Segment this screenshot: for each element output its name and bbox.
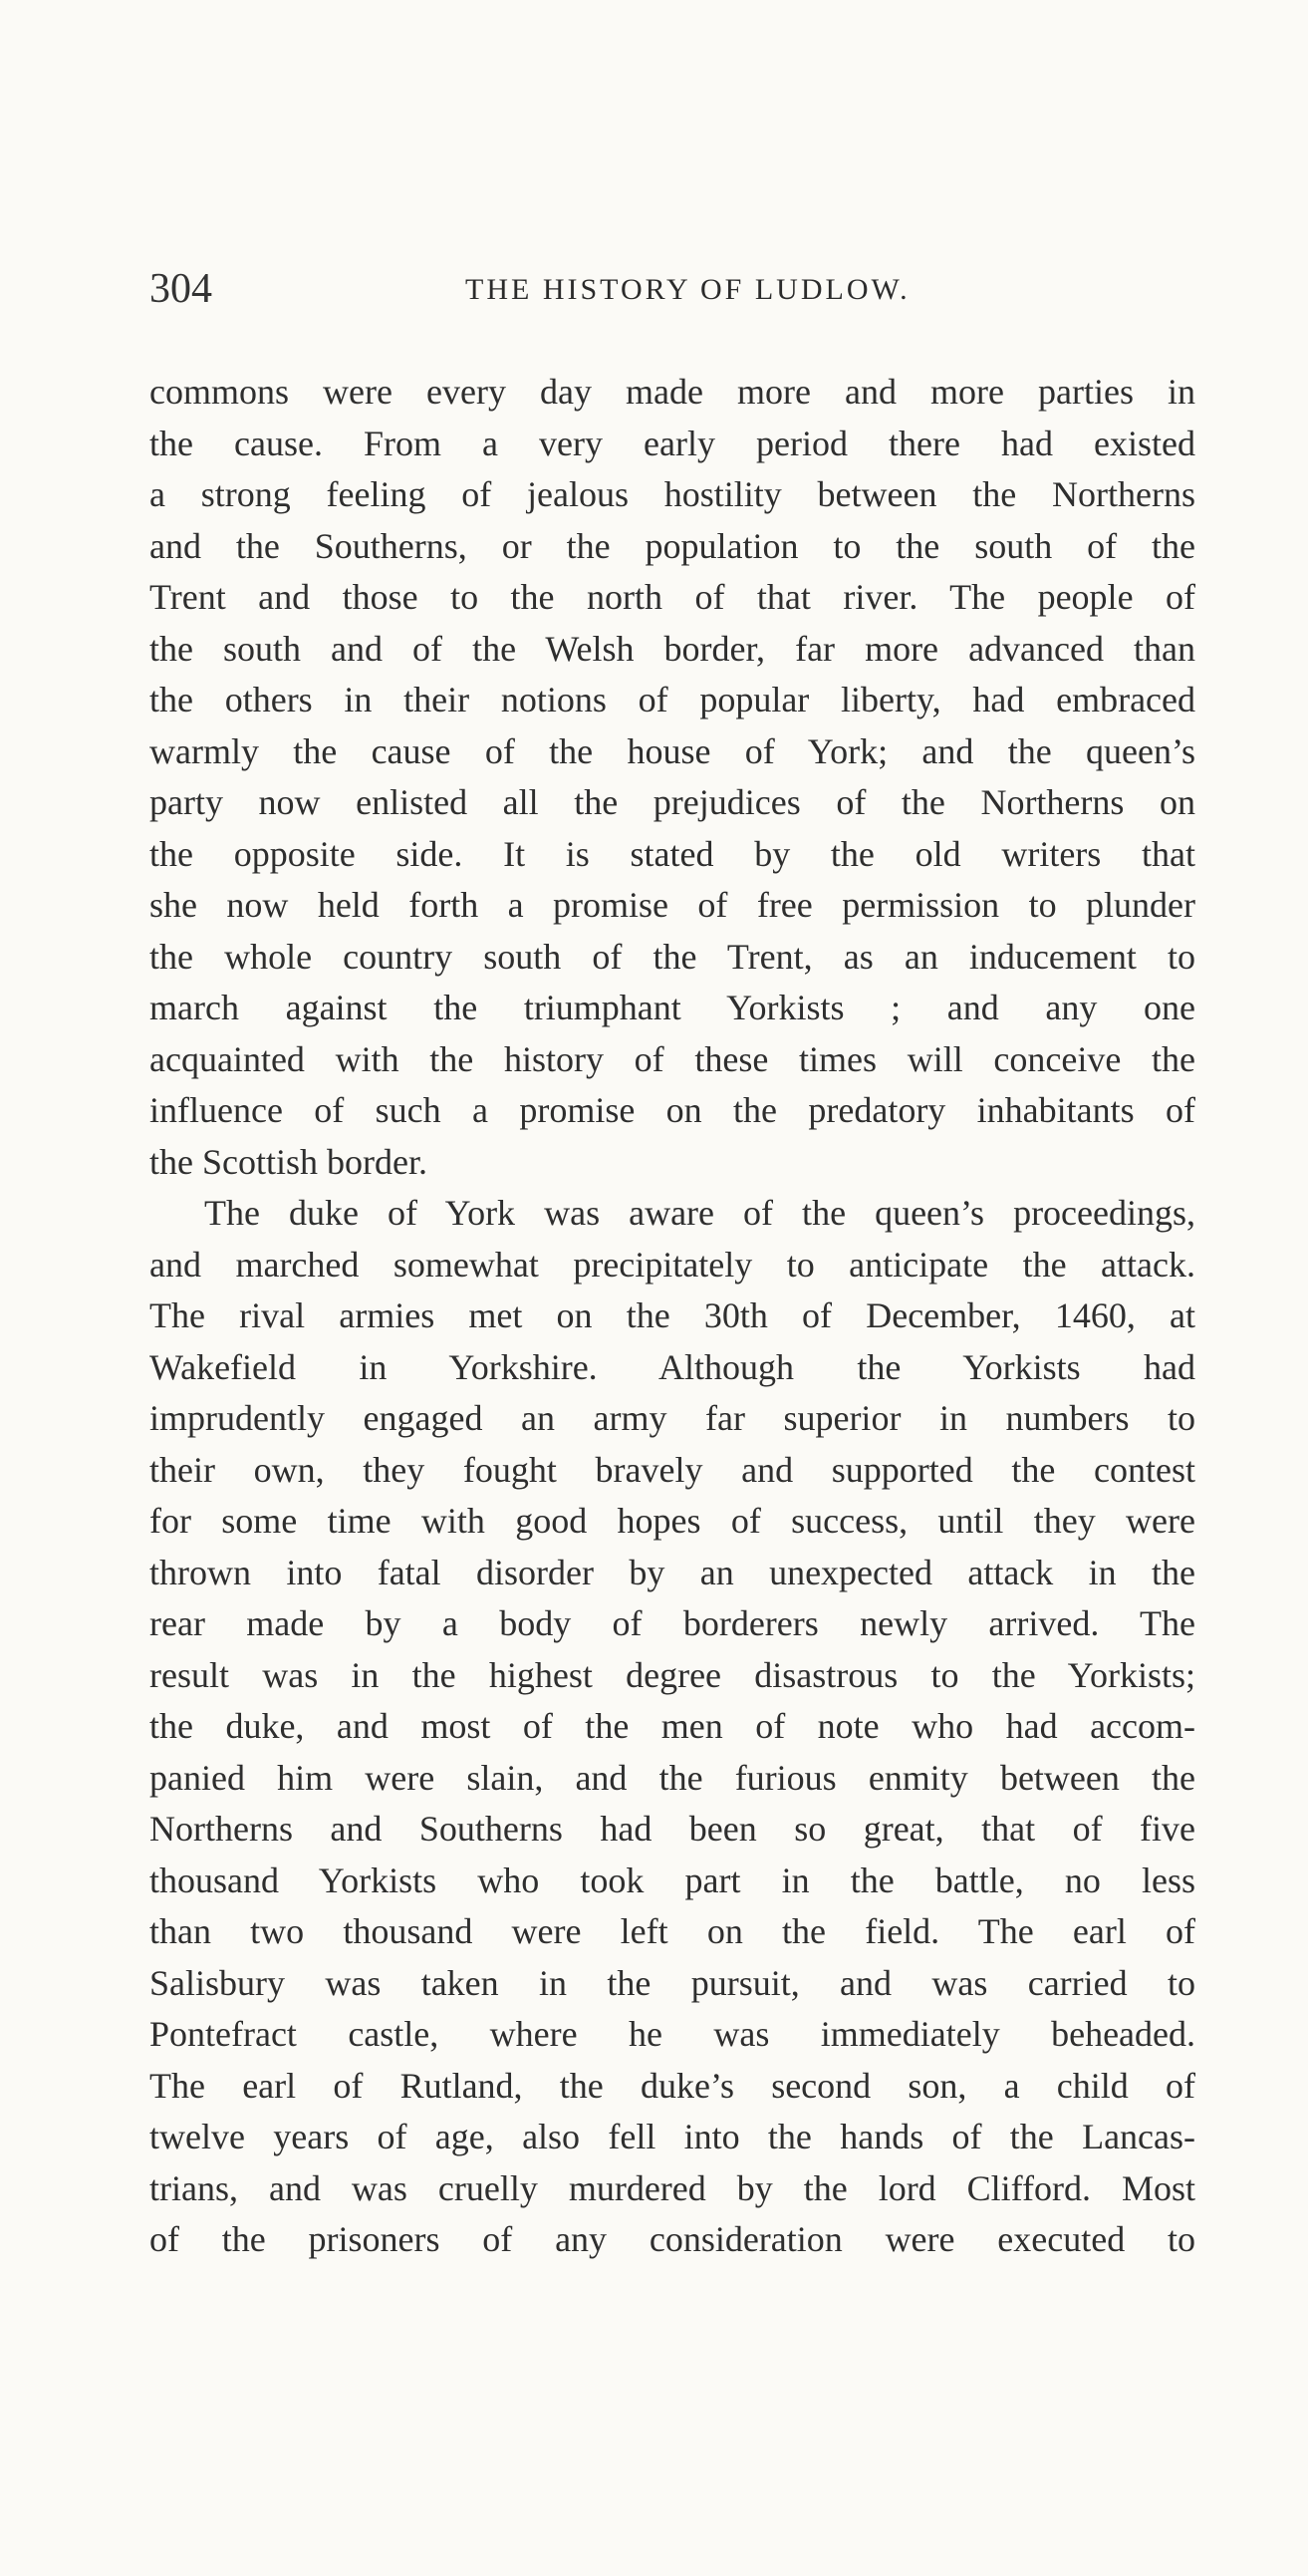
text-line: Trent and those to the north of that river. The people of bbox=[149, 577, 1195, 617]
text-line: The rival armies met on the 30th of December, 1460, at bbox=[149, 1295, 1195, 1335]
text-line: the duke, and most of the men of note who had accom- bbox=[149, 1706, 1195, 1746]
text-line: thrown into fatal disorder by an unexpected attack in the bbox=[149, 1552, 1195, 1592]
text-line: rear made by a body of borderers newly arrived. The bbox=[149, 1603, 1195, 1643]
text-line: their own, they fought bravely and supported the contest bbox=[149, 1449, 1195, 1490]
page-number: 304 bbox=[149, 266, 212, 312]
text-line: the others in their notions of popular liberty, had embraced bbox=[149, 680, 1195, 719]
text-line: Pontefract castle, where he was immediately beheaded. bbox=[149, 2014, 1195, 2054]
page-header bbox=[0, 264, 1308, 314]
text-line: and marched somewhat precipitately to anticipate the attack. bbox=[149, 1244, 1195, 1285]
text-line: the south and of the Welsh border, far more advanced than bbox=[149, 628, 1195, 669]
text-line: the opposite side. It is stated by the old writers that bbox=[149, 833, 1195, 874]
text-line: panied him were slain, and the furious enmity between the bbox=[149, 1757, 1195, 1798]
text-line: than two thousand were left on the field. The earl of bbox=[149, 1911, 1195, 1951]
text-line: for some time with good hopes of success, until they were bbox=[149, 1501, 1195, 1541]
text-line: acquainted with the history of these times will conceive the bbox=[149, 1038, 1195, 1079]
text-line: commons were every day made more and more parties in bbox=[149, 372, 1195, 412]
text-line: twelve years of age, also fell into the hands of the Lancas- bbox=[149, 2117, 1195, 2156]
text-line: a strong feeling of jealous hostility between the Northerns bbox=[149, 474, 1195, 514]
text-line: Wakefield in Yorkshire. Although the Yorkists had bbox=[149, 1346, 1195, 1387]
text-line: Salisbury was taken in the pursuit, and was carried to bbox=[149, 1962, 1195, 2003]
text-line: march against the triumphant Yorkists ; and any one bbox=[149, 988, 1195, 1027]
text-line: thousand Yorkists who took part in the battle, no less bbox=[149, 1860, 1195, 1900]
text-line: result was in the highest degree disastrous to the Yorkists; bbox=[149, 1654, 1195, 1695]
text-line: The earl of Rutland, the duke’s second son, a child of bbox=[149, 2065, 1195, 2106]
text-line: of the prisoners of any consideration were executed to bbox=[149, 2219, 1195, 2259]
text-line: influence of such a promise on the predatory inhabitants of bbox=[149, 1090, 1195, 1130]
text-line: imprudently engaged an army far superior in numbers to bbox=[149, 1398, 1195, 1438]
text-line: the whole country south of the Trent, as an inducement to bbox=[149, 936, 1195, 977]
text-line: the Scottish border. bbox=[149, 1141, 427, 1182]
body-text bbox=[149, 367, 1195, 2266]
text-line: party now enlisted all the prejudices of the Northerns on bbox=[149, 782, 1195, 822]
text-line: warmly the cause of the house of York; and the queen’s bbox=[149, 730, 1195, 771]
text-line: she now held forth a promise of free permission to plunder bbox=[149, 885, 1195, 925]
running-title: THE HISTORY OF LUDLOW. bbox=[465, 273, 911, 306]
text-line: the cause. From a very early period there had existed bbox=[149, 423, 1195, 463]
text-line: and the Southerns, or the population to the south of the bbox=[149, 525, 1195, 566]
text-line: The duke of York was aware of the queen’s proceedings, bbox=[204, 1193, 1195, 1233]
text-line: trians, and was cruelly murdered by the lord Clifford. Most bbox=[149, 2167, 1195, 2208]
text-line: Northerns and Southerns had been so great, that of five bbox=[149, 1809, 1195, 1849]
